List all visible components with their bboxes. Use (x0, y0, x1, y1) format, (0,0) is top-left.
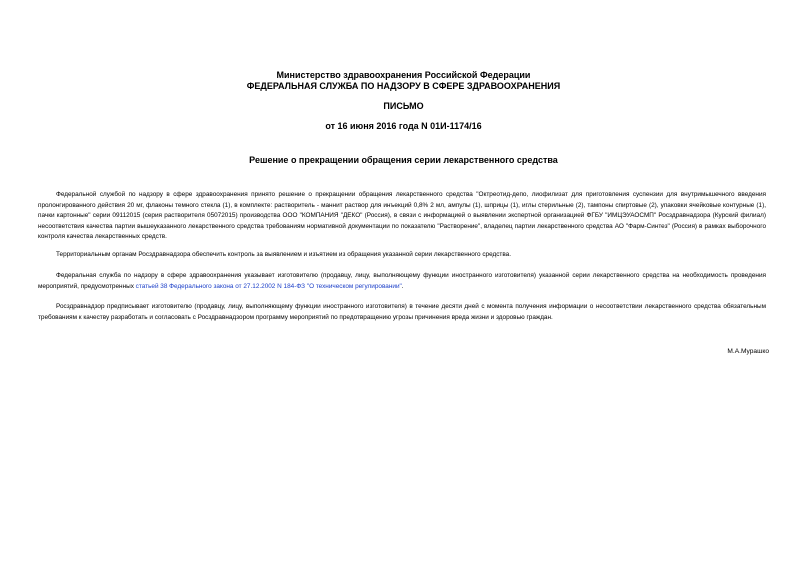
law-article-link[interactable]: статьей 38 Федерального закона от 27.12.2002 N 184-ФЗ "О техническом регулировании" (135, 282, 402, 290)
paragraph-prescription: Росздравнадзор предписывает изготовителю (продавцу, лицу, выполняющему функции иностранного изготовителя) в течение десяти дней с момента получения информации о несоответствии лекарственного средства обязательным требованиям к качеству разработать и согласовать с Росздравнадзором программу мероприятий по предотвращению угрозы причинения вреда жизни и здоровью граждан. (38, 303, 766, 321)
ministry-name: Министерство здравоохранения Российской Федерации (276, 70, 531, 80)
signature: М.А.Мурашко (727, 348, 769, 355)
paragraph-text-before-link: Федеральная служба по надзору в сфере здравоохранения указывает изготовителю (продавцу, лицу, выполняющему функции иностранного изготовителя) указанной серии лекарственного средства на необходимость проведения мероприятий, предусмотренных (38, 272, 766, 290)
document-title: Решение о прекращении обращения серии лекарственного средства (249, 155, 558, 165)
paragraph-manufacturer-measures (38, 271, 766, 292)
service-name: ФЕДЕРАЛЬНАЯ СЛУЖБА ПО НАДЗОРУ В СФЕРЕ ЗДРАВООХРАНЕНИЯ (246, 81, 561, 91)
paragraph-decision: Федеральной службой по надзору в сфере здравоохранения принято решение о прекращении обращения лекарственного средства "Октреотид-депо, лиофилизат для приготовления суспензии для внутримышечного введения пролонгированного действия 20 мг, флаконы темного стекла (1), в комплекте: растворитель - маннит раствор для инъекций 0,8% 2 мл, ампулы (1), шприцы (1), иглы стерильные (2), тампоны спиртовые (2), упаковки ячейковые контурные (1), пачки картонные" серии 09112015 (серия растворителя 05072015) производства ООО "КОМПАНИЯ "ДЕКО" (Россия), в связи с информацией о выявлении экспертной организацией ФГБУ "ИМЦЭУАОСМП" Росздравнадзора (Курский филиал) несоответствия качества партии вышеуказанного лекарственного средства требованиям нормативной документации по показателю "Растворение", владелец партии лекарственного средства АО "Фарм-Синтез" (Россия) в рамках выборочного контроля качества лекарственных средств. (38, 191, 766, 241)
document-date-number: от 16 июня 2016 года N 01И-1174/16 (325, 121, 482, 131)
document-type: ПИСЬМО (383, 101, 424, 111)
paragraph-text-after-link: . (401, 282, 404, 290)
paragraph-territorial-control: Территориальным органам Росздравнадзора обеспечить контроль за выявлением и изъятием из обращения указанной серии лекарственного средства. (56, 251, 512, 259)
